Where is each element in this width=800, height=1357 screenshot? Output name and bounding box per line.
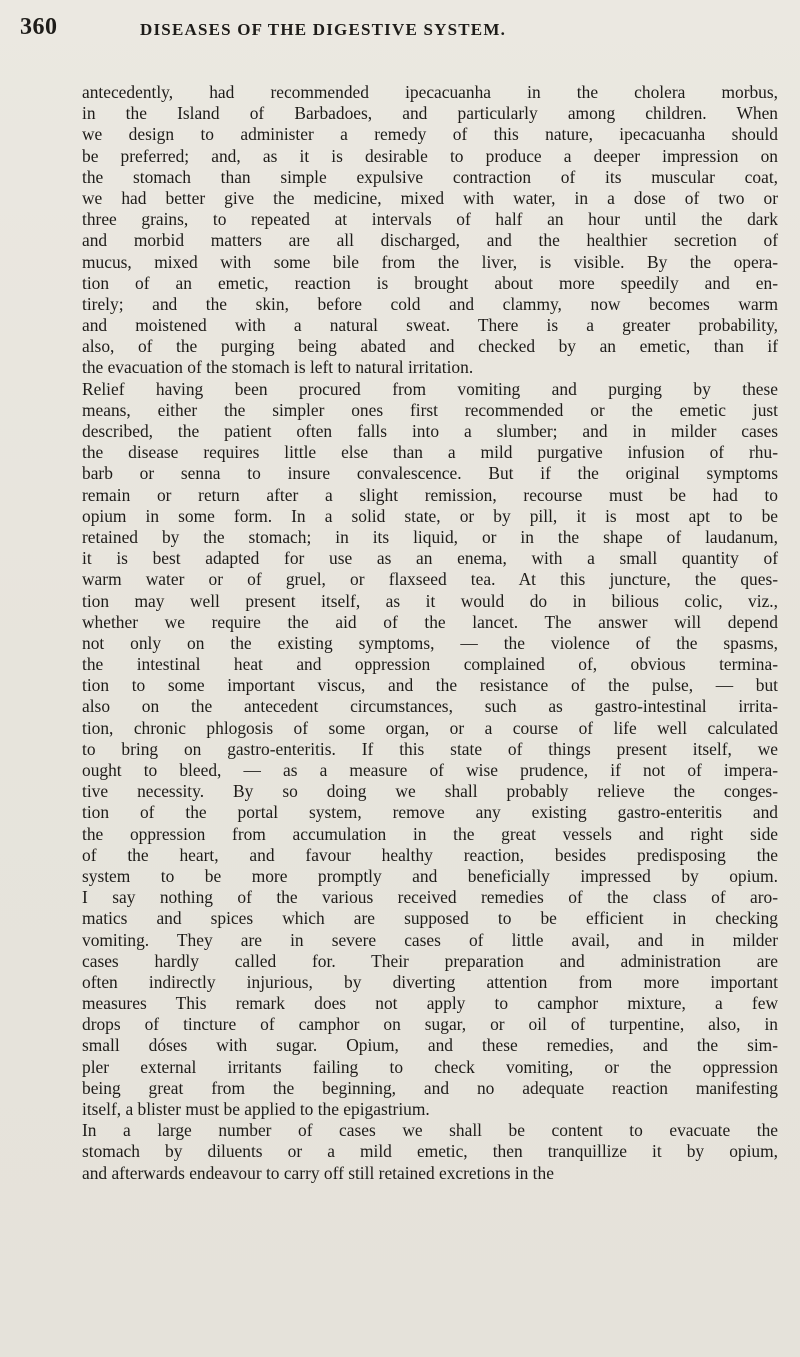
text-line: three grains, to repeated at intervals of half an hour until the dark xyxy=(82,209,778,230)
text-line: the oppression from accumulation in the great vessels and right side xyxy=(82,823,778,844)
text-line: tion may well present itself, as it would do in bilious colic, viz., xyxy=(82,590,778,611)
text-line: tive necessity. By so doing we shall probably relieve the conges- xyxy=(82,781,778,802)
text-line: drops of tincture of camphor on sugar, or oil of turpentine, also, in xyxy=(82,1014,778,1035)
text-line: of the heart, and favour healthy reaction, besides predisposing the xyxy=(82,844,778,865)
text-line: being great from the beginning, and no adequate reaction manifesting xyxy=(82,1077,778,1098)
page-number: 360 xyxy=(20,14,58,40)
text-line: itself, a blister must be applied to the epigastrium. xyxy=(82,1099,430,1119)
text-line: and afterwards endeavour to carry off still retained excretions in the xyxy=(82,1162,554,1183)
text-line: often indirectly injurious, by diverting attention from more important xyxy=(82,971,778,992)
text-line: and moistened with a natural sweat. There is a greater probability, xyxy=(82,315,778,336)
text-line: retained by the stomach; in its liquid, or in the shape of laudanum, xyxy=(82,526,778,547)
text-line: I say nothing of the various received remedies of the class of aro- xyxy=(82,887,778,908)
text-line: not only on the existing symptoms, — the violence of the spasms, xyxy=(82,632,778,653)
text-line: Relief having been procured from vomiting and purging by these xyxy=(82,378,778,399)
text-line: tion of an emetic, reaction is brought about more speedily and en- xyxy=(82,272,778,293)
text-line: remain or return after a slight remission, recourse must be had to xyxy=(82,484,778,505)
page-header xyxy=(20,14,760,48)
text-line: vomiting. They are in severe cases of little avail, and in milder xyxy=(82,929,778,950)
text-line: described, the patient often falls into a slumber; and in milder cases xyxy=(82,421,778,441)
text-line: tion to some important viscus, and the resistance of the pulse, — but xyxy=(82,675,778,696)
text-line: to bring on gastro-enteritis. If this state of things present itself, we xyxy=(82,738,778,759)
text-line: In a large number of cases we shall be content to evacuate the xyxy=(82,1120,778,1141)
text-line: it is best adapted for use as an enema, with a small quantity of xyxy=(82,548,778,569)
text-line: antecedently, had recommended ipecacuanha in the cholera morbus, xyxy=(82,82,778,102)
text-line: we had better give the medicine, mixed with water, in a dose of two or xyxy=(82,187,778,208)
text-line: ought to bleed, — as a measure of wise prudence, if not of impera- xyxy=(82,760,778,780)
text-line: matics and spices which are supposed to be efficient in checking xyxy=(82,908,778,929)
text-line: barb or senna to insure convalescence. But if the original symptoms xyxy=(82,463,778,484)
text-line: the stomach than simple expulsive contraction of its muscular coat, xyxy=(82,166,778,187)
text-line: mucus, mixed with some bile from the liver, is visible. By the opera- xyxy=(82,251,778,272)
text-line: also on the antecedent circumstances, such as gastro-intestinal irrita- xyxy=(82,696,778,717)
text-line: cases hardly called for. Their preparation and administration are xyxy=(82,950,778,971)
text-line: warm water or of gruel, or flaxseed tea. At this juncture, the ques- xyxy=(82,569,778,590)
text-line: tion, chronic phlogosis of some organ, or a course of life well calculated xyxy=(82,717,778,738)
text-line: small dóses with sugar. Opium, and these remedies, and the sim- xyxy=(82,1035,778,1056)
body-text xyxy=(82,82,778,1184)
text-line: whether we require the aid of the lancet. The answer will depend xyxy=(82,611,778,632)
text-line: system to be more promptly and beneficially impressed by opium. xyxy=(82,865,778,886)
text-line: opium in some form. In a solid state, or by pill, it is most apt to be xyxy=(82,505,778,526)
text-line: also, of the purging being abated and checked by an emetic, than if xyxy=(82,336,778,357)
text-line: tirely; and the skin, before cold and clammy, now becomes warm xyxy=(82,293,778,314)
text-line: stomach by diluents or a mild emetic, then tranquillize it by opium, xyxy=(82,1141,778,1162)
text-line: the evacuation of the stomach is left to natural irritation. xyxy=(82,357,474,378)
text-line: the disease requires little else than a mild purgative infusion of rhu- xyxy=(82,442,778,463)
text-line: the intestinal heat and oppression complained of, obvious termina- xyxy=(82,654,778,675)
text-line: and morbid matters are all discharged, and the healthier secretion of xyxy=(82,230,778,251)
running-head: DISEASES OF THE DIGESTIVE SYSTEM. xyxy=(140,20,507,39)
text-line: in the Island of Barbadoes, and particularly among children. When xyxy=(82,103,778,124)
text-line: means, either the simpler ones first recommended or the emetic just xyxy=(82,399,778,420)
text-line: we design to administer a remedy of this nature, ipecacuanha should xyxy=(82,124,778,145)
text-line: tion of the portal system, remove any existing gastro-enteritis and xyxy=(82,802,778,823)
text-line: pler external irritants failing to check vomiting, or the oppression xyxy=(82,1056,778,1077)
text-line: measures This remark does not apply to camphor mixture, a few xyxy=(82,993,778,1014)
text-line: be preferred; and, as it is desirable to produce a deeper impression on xyxy=(82,145,778,166)
